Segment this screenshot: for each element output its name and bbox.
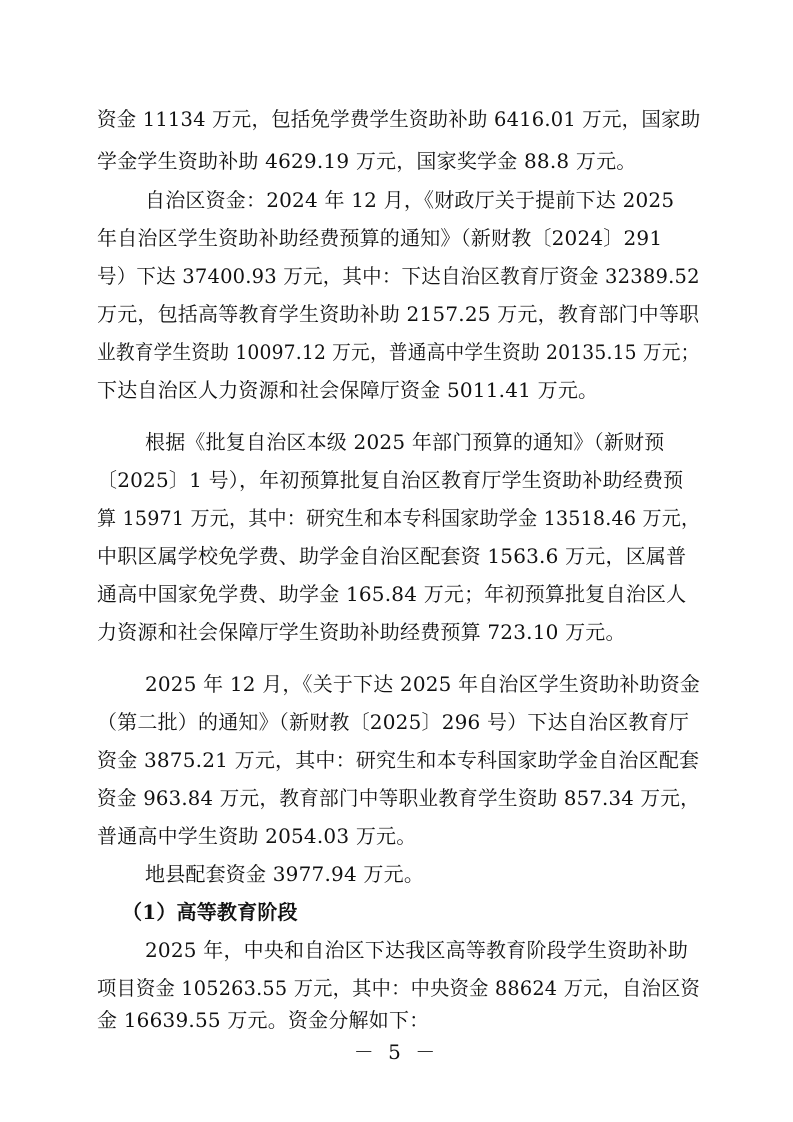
text-line: 力资源和社会保障厅学生资助补助经费预算 723.10 万元。 bbox=[97, 620, 626, 644]
text-line: 2025 年，中央和自治区下达我区高等教育阶段学生资助补助 bbox=[145, 938, 689, 962]
text-line: 地县配套资金 3977.94 万元。 bbox=[145, 862, 425, 886]
text-line: （第二批）的通知》（新财教〔2025〕296 号）下达自治区教育厅 bbox=[97, 710, 690, 734]
text-line: 根据《批复自治区本级 2025 年部门预算的通知》（新财预 bbox=[145, 430, 665, 454]
text-line: 号）下达 37400.93 万元，其中：下达自治区教育厅资金 32389.52 bbox=[97, 264, 700, 288]
text-line: 〔2025〕1 号），年初预算批复自治区教育厅学生资助补助经费预 bbox=[97, 468, 684, 492]
section-heading: （1）高等教育阶段 bbox=[122, 900, 298, 924]
text-line: 业教育学生资助 10097.12 万元，普通高中学生资助 20135.15 万元； bbox=[97, 340, 700, 364]
text-line: 资金 963.84 万元，教育部门中等职业教育学生资助 857.34 万元， bbox=[97, 786, 701, 810]
page-number: － 5 － bbox=[353, 1040, 440, 1064]
text-line: 年自治区学生资助补助经费预算的通知》（新财教〔2024〕291 bbox=[97, 226, 663, 250]
text-line: 资金 11134 万元，包括免学费学生资助补助 6416.01 万元，国家助 bbox=[97, 107, 701, 131]
text-line: 通高中国家免学费、助学金 165.84 万元；年初预算批复自治区人 bbox=[97, 582, 687, 606]
text-line: 下达自治区人力资源和社会保障厅资金 5011.41 万元。 bbox=[97, 378, 599, 402]
text-line: 学金学生资助补助 4629.19 万元，国家奖学金 88.8 万元。 bbox=[97, 149, 637, 173]
text-line: 算 15971 万元，其中：研究生和本专科国家助学金 13518.46 万元， bbox=[97, 506, 701, 530]
text-line: 资金 3875.21 万元，其中：研究生和本专科国家助学金自治区配套 bbox=[97, 748, 700, 772]
text-line: 普通高中学生资助 2054.03 万元。 bbox=[97, 824, 417, 848]
text-line: 金 16639.55 万元。资金分解如下： bbox=[97, 1008, 430, 1032]
text-line: 中职区属学校免学费、助学金自治区配套资 1563.6 万元，区属普 bbox=[97, 544, 687, 568]
text-line: 2025 年 12 月，《关于下达 2025 年自治区学生资助补助资金 bbox=[145, 672, 701, 696]
text-line: 项目资金 105263.55 万元，其中：中央资金 88624 万元，自治区资 bbox=[97, 976, 701, 1000]
text-line: 自治区资金：2024 年 12 月，《财政厅关于提前下达 2025 bbox=[145, 188, 675, 212]
text-line: 万元，包括高等教育学生资助补助 2157.25 万元，教育部门中等职 bbox=[97, 302, 700, 326]
